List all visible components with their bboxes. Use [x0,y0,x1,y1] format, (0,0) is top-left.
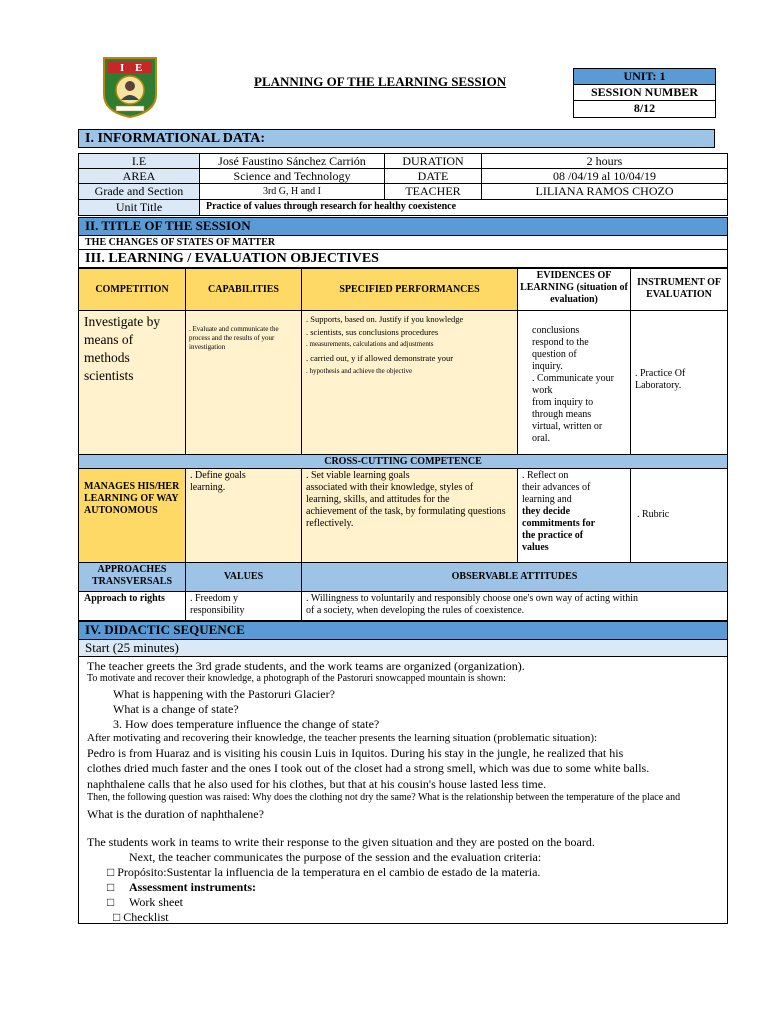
sequence-line: Then, the following question was raised: Why does the clothing not dry the same? What is the relationship between the temperature of the place and [87,792,681,803]
sequence-line: Assessment instruments: [129,880,256,894]
grade-value: 3rd G, H and I [199,183,385,200]
evidences-commitments-text: they decide commitments for the practice of values [522,506,596,553]
sequence-line: naphthalene calls that he also used for his clothes, but that at his cousin's house lasted less time. [87,777,547,791]
performance-line: . scientists, sus conclusions procedures [306,327,439,337]
sequence-line: What is the duration of naphthalene? [87,807,264,821]
session-title-value: THE CHANGES OF STATES OF MATTER [78,235,728,250]
unit-title-value: Practice of values through research for healthy coexistence [199,199,728,216]
instrument-rubric-cell: . Rubric [630,468,728,563]
unit-title-label: Unit Title [78,199,200,216]
start-label: Start (25 minutes) [78,639,728,657]
evidences-cell: conclusions respond to the question of inquiry. . Communicate your work from inquiry to through means virtual, written or oral. [517,310,631,455]
svg-text:E: E [135,62,143,74]
sequence-line: □ Propósito:Sustentar la influencia de la temperatura en el cambio de estado de la materia. [107,865,541,879]
approach-attitudes-cell: . Willingness to voluntarily and responsibly choose one's own way of acting within of a society, when developing the rules of coexistence. [301,591,728,621]
competition-cell: Investigate by means of methods scientists [78,310,186,455]
sequence-line: The students work in teams to write their response to the given situation and they are posted on the board. [87,835,595,849]
header-evidences: EVIDENCES OF LEARNING (situation of evaluation) [517,268,631,311]
section-3-title: III. LEARNING / EVALUATION OBJECTIVES [78,249,728,268]
unit-label: UNIT: 1 [573,68,716,85]
sequence-line: clothes dried much faster and the ones I took out of the closet had a strong smell, which was due to some white balls. [87,761,650,775]
sequence-line: To motivate and recover their knowledge, a photograph of the Pastoruri snowcapped mountain is shown: [87,673,506,684]
approach-values-cell: . Freedom y responsibility [185,591,302,621]
header-performances: SPECIFIED PERFORMANCES [301,268,518,311]
performance-line: . measurements, calculations and adjustments [306,340,434,348]
header-capabilities: CAPABILITIES [185,268,302,311]
teacher-label: TEACHER [384,183,482,200]
header-instrument: INSTRUMENT OF EVALUATION [630,268,728,311]
sequence-line: After motivating and recovering their knowledge, the teacher presents the learning situation (problematic situation): [87,732,598,744]
attitudes-header: OBSERVABLE ATTITUDES [301,562,728,592]
values-header: VALUES [185,562,302,592]
competition-autonomous-cell: MANAGES HIS/HER LEARNING OF WAY AUTONOMOUS [78,468,186,563]
capabilities-cell: . Evaluate and communicate the process and the results of your investigation [185,310,302,455]
page-title: PLANNING OF THE LEARNING SESSION [254,74,507,89]
svg-text:I: I [120,62,125,74]
section-2-title: II. TITLE OF THE SESSION [78,217,728,236]
sequence-line: 3. How does temperature influence the change of state? [113,717,380,731]
performances-cell [301,310,518,455]
section-4-title: IV. DIDACTIC SEQUENCE [78,621,728,640]
date-label: DATE [384,168,482,184]
ie-value: José Faustino Sánchez Carrión [199,153,385,169]
performance-line: . carried out, y if allowed demonstrate your [306,353,454,363]
sequence-line: What is happening with the Pastoruri Glacier? [113,687,335,701]
date-value: 08 /04/19 al 10/04/19 [481,168,728,184]
evidences-reflect-text: . Reflect on their advances of learning and [522,470,591,505]
grade-label: Grade and Section [78,183,200,200]
sequence-line: Work sheet [129,895,184,909]
session-number-value: 8/12 [573,100,716,118]
didactic-body [78,656,728,924]
section-1-title: I. INFORMATIONAL DATA: [78,129,715,148]
bullet-icon: □ [107,895,115,909]
duration-label: DURATION [384,153,482,169]
school-crest-icon [102,56,158,118]
instrument-cell: . Practice Of Laboratory. [630,310,728,455]
bullet-icon: □ [107,880,115,894]
sequence-line: The teacher greets the 3rd grade students, and the work teams are organized (organization). [87,659,525,673]
session-number-label: SESSION NUMBER [573,84,716,101]
approach-rights-label: Approach to rights [78,591,186,621]
capabilities-goals-cell: . Define goals learning. [185,468,302,563]
ie-label: I.E [78,153,200,169]
area-label: AREA [78,168,200,184]
duration-value: 2 hours [481,153,728,169]
area-value: Science and Technology [199,168,385,184]
sequence-line: Pedro is from Huaraz and is visiting his cousin Luis in Iquitos. During his stay in the jungle, he realized that his [87,746,624,760]
performance-line: . hypothesis and achieve the objective [306,367,413,375]
evidences-reflect-cell [517,468,631,563]
cross-cutting-title: CROSS-CUTTING COMPETENCE [78,454,728,469]
sequence-line: □ Checklist [113,910,169,924]
header-competition: COMPETITION [78,268,186,311]
approaches-label: APPROACHES TRANSVERSALS [78,562,186,592]
performances-goals-cell: . Set viable learning goals associated with their knowledge, styles of learning, skills, and attitudes for the achievement of the task, by formulating questions reflectively. [301,468,518,563]
teacher-value: LILIANA RAMOS CHOZO [481,183,728,200]
sequence-line: Next, the teacher communicates the purpose of the session and the evaluation criteria: [129,850,542,864]
sequence-line: What is a change of state? [113,702,239,716]
performance-line: . Supports, based on. Justify if you knowledge [306,314,464,324]
school-logo [102,56,158,118]
